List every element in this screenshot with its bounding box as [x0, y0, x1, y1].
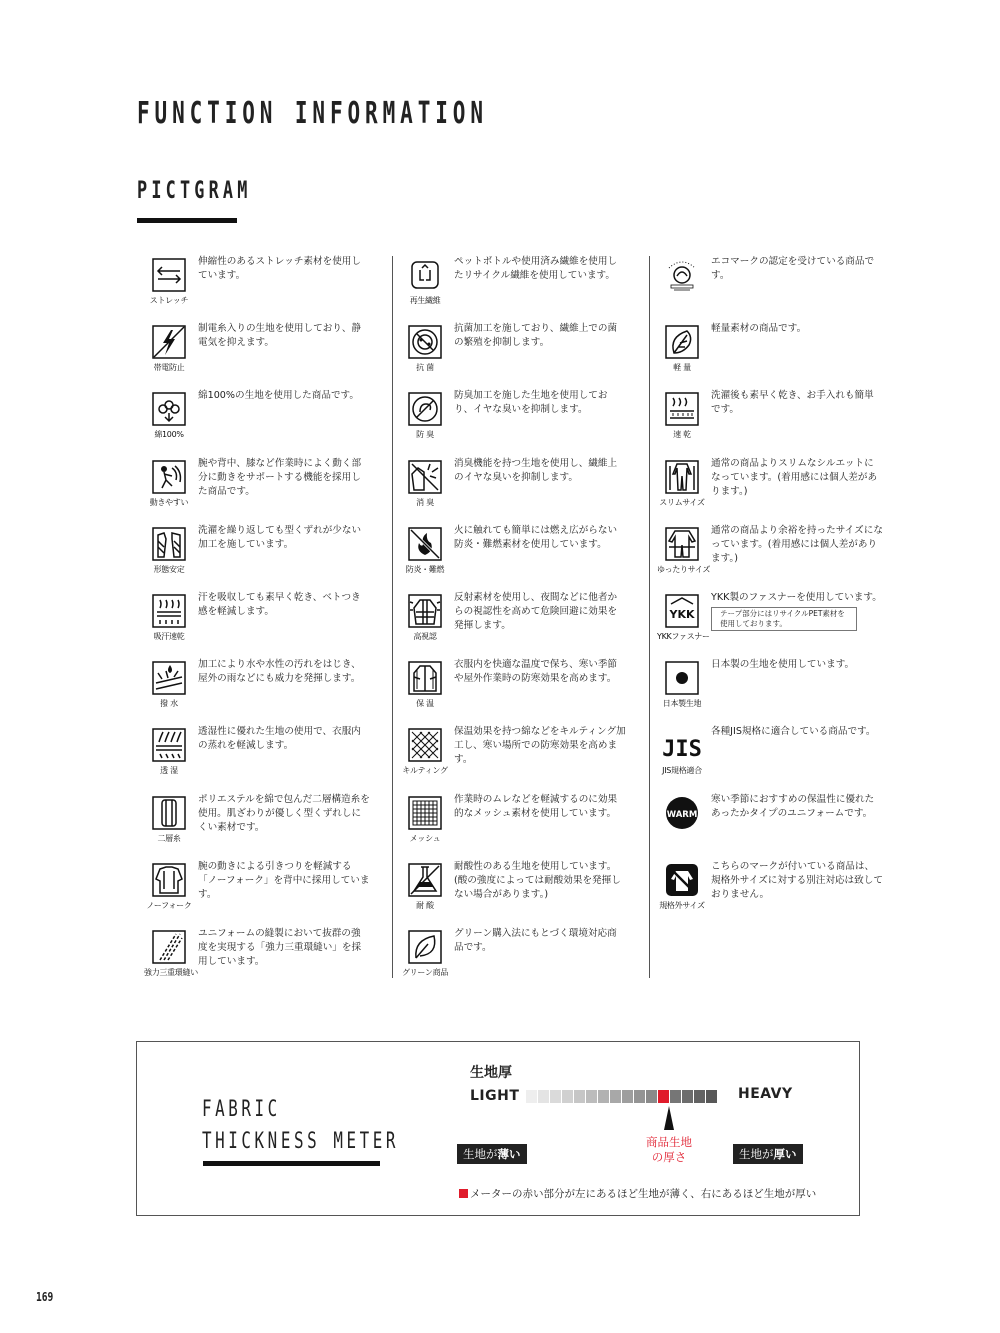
pictogram-label: 二層糸 [157, 833, 181, 843]
pictogram-icon-box [150, 325, 190, 375]
pictogram-description [198, 255, 370, 283]
pictogram-description [454, 322, 626, 350]
pictogram-icon-box [150, 527, 190, 577]
pictogram-icon-box [406, 392, 446, 442]
pictogram-description-text: 洗濯後も素早く乾き、お手入れも簡単です。 [711, 390, 874, 416]
pictogram-item [150, 322, 390, 382]
pictogram-item [406, 860, 646, 920]
pictogram-description [198, 389, 370, 403]
pictogram-label: キルティング [402, 766, 448, 776]
pictogram-item [406, 322, 646, 382]
section-underline [137, 218, 237, 223]
pictogram-item [663, 255, 903, 315]
pictogram-description [454, 658, 626, 686]
scale-segment [694, 1090, 705, 1103]
pictogram-icon-box [406, 527, 446, 577]
pictogram-item [406, 591, 646, 651]
pictogram-description-text: 消臭機能を持つ生地を使用し、繊維上のイヤな臭いを抑制します。 [454, 457, 618, 483]
pictogram-icon-box [663, 258, 703, 308]
pictogram-label: 透 湿 [160, 766, 178, 776]
pictogram-item [150, 524, 390, 584]
pictogram-icon-box [663, 661, 703, 711]
scale-segment [586, 1090, 597, 1103]
pictogram-description [198, 322, 370, 350]
page-number: 169 [36, 1290, 54, 1304]
pictogram-description [454, 591, 626, 633]
pictogram-item [146, 860, 390, 920]
pictogram-icon-box [150, 728, 190, 778]
meter-title-underline [203, 1161, 380, 1166]
pictogram-item [150, 389, 390, 449]
pictogram-description [198, 793, 370, 835]
pictogram-note: テープ部分にはリサイクルPET素材を使用しております。 [711, 607, 857, 631]
pictogram-icon-box [657, 594, 710, 644]
pictogram-item [659, 860, 903, 920]
pictogram-label: 綿100% [154, 430, 184, 440]
svg-text:JIS: JIS [662, 737, 702, 763]
pictogram-item [657, 524, 903, 584]
pictogram-label: 防 臭 [416, 430, 434, 440]
pictogram-icon-box [150, 392, 190, 442]
pictogram-icon-box [150, 258, 190, 308]
pictogram-item [659, 457, 903, 517]
svg-text:YKK: YKK [669, 608, 695, 621]
pictogram-icon-box [659, 863, 705, 913]
pictogram-description-text: YKK製のファスナーを使用しています。 [711, 592, 882, 603]
pictogram-icon-box [150, 796, 190, 846]
pictogram-label: 速 乾 [673, 430, 691, 440]
scale-segment [682, 1090, 693, 1103]
pictogram-label: 耐 酸 [416, 900, 434, 910]
scale-segment [622, 1090, 633, 1103]
scale-segment [550, 1090, 561, 1103]
pictogram-label: ノーフォーク [146, 900, 192, 910]
pictogram-description [454, 255, 626, 283]
pictogram-description [711, 591, 883, 631]
svg-text:WARM: WARM [666, 809, 698, 820]
pictogram-description [454, 389, 626, 417]
pictogram-description-text: 通常の商品より余裕を持ったサイズになっています。(着用感には個人差があります。) [711, 524, 883, 564]
pictogram-description [711, 389, 883, 417]
pictogram-description-text: 保温効果を持つ綿などをキルティング加工し、寒い場所での防寒効果を高めます。 [454, 726, 626, 766]
pictogram-description [711, 322, 883, 336]
pictogram-icon-box [150, 661, 190, 711]
pictogram-label: JIS規格適合 [662, 766, 702, 776]
pictogram-label: 吸汗速乾 [153, 632, 185, 641]
pictogram-item [657, 591, 903, 651]
scale-segment [562, 1090, 573, 1103]
pictogram-description-text: 汗を吸収しても素早く乾き、ベトつき感を軽減します。 [198, 592, 361, 617]
meter-heading: 生地厚 [470, 1065, 512, 1081]
pictogram-icon-box [406, 594, 446, 644]
pictogram-label: 再生繊維 [409, 296, 441, 305]
pictogram-item [402, 725, 646, 785]
scale-segment [610, 1090, 621, 1103]
pictogram-description [711, 255, 883, 283]
pictogram-description-text: 腕や背中、膝など作業時によく動く部分に動きをサポートする機能を採用した商品です。 [198, 457, 362, 497]
pictogram-description [198, 591, 370, 619]
pictogram-label: 消 臭 [416, 497, 434, 507]
pictogram-description-text: 綿100%の生地を使用した商品です。 [198, 390, 359, 402]
pictogram-item [406, 793, 646, 853]
pictogram-description [198, 457, 370, 499]
scale-segment [670, 1090, 681, 1103]
pictogram-description-text: 洗濯を繰り返しても型くずれが少ない加工を施しています。 [198, 524, 362, 550]
red-square-icon [459, 1189, 468, 1198]
thick-label: 生地が厚い [733, 1144, 803, 1164]
pictogram-description-text: 軽量素材の商品です。 [711, 323, 807, 335]
pictogram-label: 日本製生地 [662, 699, 702, 709]
pictogram-icon-box [663, 796, 703, 846]
pictogram-icon-box [663, 325, 703, 375]
pictogram-description-text: 日本製の生地を使用しています。 [711, 659, 855, 671]
pictogram-description-text: 作業時のムレなどを軽減するのに効果的なメッシュ素材を使用しています。 [454, 793, 618, 819]
pictogram-label: 強力三重環縫い [144, 968, 198, 977]
pictogram-description [198, 524, 370, 552]
pictogram-description-text: 制電糸入りの生地を使用しており、静電気を抑えます。 [198, 323, 362, 349]
pictogram-label: グリーン商品 [401, 968, 449, 977]
pictogram-label: YKKファスナー [657, 632, 710, 641]
pictogram-description-text: 加工により水や水性の汚れをはじき、屋外の雨などにも威力を発揮します。 [198, 659, 361, 685]
pictogram-description-text: 透湿性に優れた生地の使用で、衣服内の蒸れを軽減します。 [198, 726, 361, 752]
pictogram-icon-box [406, 661, 446, 711]
section-title: PICTGRAM [137, 176, 252, 204]
pictogram-description-text: 腕の動きによる引きつりを軽減する「ノーフォーク」を背中に採用しています。 [198, 860, 370, 900]
pictogram-label: 軽 量 [673, 363, 691, 373]
pictogram-label: 防炎・難燃 [405, 564, 445, 574]
thin-label: 生地が薄い [457, 1144, 527, 1164]
pictogram-label: スリムサイズ [659, 497, 705, 507]
pictogram-item [663, 725, 903, 785]
pictogram-description [711, 524, 883, 566]
pictogram-label: 形態安定 [153, 564, 185, 574]
pictogram-description [198, 725, 370, 753]
pictogram-icon-box [401, 930, 449, 980]
pictogram-icon-box [150, 460, 190, 510]
pictogram-description-text: 火に触れても簡単には燃え広がらない防炎・難燃素材を使用しています。 [454, 524, 618, 550]
pictogram-item [663, 793, 903, 853]
pictogram-description-text: グリーン購入法にもとづく環境対応商品です。 [454, 928, 617, 953]
pictogram-label: ストレッチ [149, 296, 189, 305]
pictogram-description [454, 524, 626, 552]
pictogram-icon-box [146, 863, 192, 913]
pictogram-label: 保 温 [416, 699, 434, 709]
pictogram-item [401, 927, 646, 987]
page-title: FUNCTION INFORMATION [137, 96, 488, 131]
pictogram-item [150, 457, 390, 517]
pictogram-description [711, 725, 883, 739]
pointer-arrow-icon [664, 1106, 674, 1130]
pictogram-label: 撥 水 [160, 699, 178, 709]
pictogram-description-text: エコマークの認定を受けている商品です。 [711, 256, 875, 281]
pictogram-description-text: 各種JIS規格に適合している商品です。 [711, 726, 876, 738]
scale-segment [646, 1090, 657, 1103]
pictogram-description-text: 防臭加工を施した生地を使用しており、イヤな臭いを抑制します。 [454, 390, 608, 416]
pictogram-item [406, 389, 646, 449]
pictogram-item [150, 793, 390, 853]
pictogram-description [711, 457, 883, 499]
heavy-label: HEAVY [738, 1086, 793, 1102]
pictogram-description-text: 寒い季節におすすめの保温性に優れたあったかタイプのユニフォームです。 [711, 793, 875, 819]
scale-segment [598, 1090, 609, 1103]
pictogram-icon-box [144, 930, 198, 980]
column-divider [392, 256, 393, 978]
pictogram-icon-box [406, 325, 446, 375]
pictogram-item [406, 255, 646, 315]
product-thickness-label: 商品生地 の厚さ [646, 1135, 692, 1164]
light-label: LIGHT [470, 1088, 520, 1104]
pictogram-icon-box [402, 728, 448, 778]
pictogram-label: 規格外サイズ [659, 900, 705, 910]
pictogram-description [454, 725, 626, 767]
pictogram-description-text: ポリエステルを綿で包んだ二層構造糸を使用。肌ざわりが優しく型くずれしにくい素材です。 [198, 793, 370, 833]
pictogram-description-text: 伸縮性のあるストレッチ素材を使用しています。 [198, 256, 361, 281]
pictogram-item [406, 457, 646, 517]
pictogram-label: 動きやすい [149, 497, 189, 507]
pictogram-icon-box [663, 392, 703, 442]
pictogram-description [198, 860, 370, 902]
pictogram-item [406, 658, 646, 718]
pictogram-label: 高視認 [413, 632, 437, 641]
scale-segment [706, 1090, 717, 1103]
scale-segment-selected [658, 1090, 669, 1103]
pictogram-icon-box [406, 460, 446, 510]
pictogram-description [454, 860, 626, 902]
scale-segment [634, 1090, 645, 1103]
column-divider [649, 256, 650, 978]
pictogram-item [150, 255, 390, 315]
meter-note: メーターの赤い部分が左にあるほど生地が薄く、右にあるほど生地が厚い [459, 1186, 816, 1201]
pictogram-icon-box [150, 594, 190, 644]
pictogram-label: 帯電防止 [153, 363, 185, 373]
pictogram-description-text: こちらのマークが付いている商品は、規格外サイズに対する別注対応は致しておりません。 [711, 860, 883, 900]
pictogram-icon-box [406, 863, 446, 913]
pictogram-icon-box [659, 460, 705, 510]
pictogram-description-text: 通常の商品よりスリムなシルエットになっています。(着用感には個人差があります。) [711, 457, 878, 497]
pictogram-description [198, 658, 370, 686]
pictogram-description-text: ペットボトルや使用済み繊維を使用したリサイクル繊維を使用しています。 [454, 256, 618, 281]
pictogram-description [198, 927, 370, 969]
pictogram-item [150, 725, 390, 785]
pictogram-item [150, 658, 390, 718]
pictogram-label: 抗 菌 [416, 363, 434, 373]
pictogram-label: メッシュ [409, 833, 441, 843]
pictogram-description [454, 457, 626, 485]
pictogram-item [406, 524, 646, 584]
pictogram-item [663, 658, 903, 718]
pictogram-description [454, 793, 626, 821]
pictogram-icon-box [663, 728, 703, 778]
pictogram-description-text: 耐酸性のある生地を使用しています。(酸の強度によっては耐酸効果を発揮しない場合があります。) [454, 860, 621, 900]
pictogram-description-text: 衣服内を快適な温度で保ち、寒い季節や屋外作業時の防寒効果を高めます。 [454, 659, 618, 685]
pictogram-description-text: ユニフォームの縫製において抜群の強度を実現する「強力三重環縫い」を採用しています。 [198, 928, 362, 967]
fabric-thickness-meter [136, 1041, 860, 1216]
pictogram-description-text: 反射素材を使用し、夜間などに他者からの視認性を高めて危険回避に効果を発揮します。 [454, 592, 618, 631]
pictogram-description [711, 793, 883, 821]
pictogram-icon-box [406, 258, 446, 308]
scale-segment [538, 1090, 549, 1103]
pictogram-label: ゆったりサイズ [657, 564, 711, 574]
pictogram-description [711, 658, 883, 672]
pictogram-icon-box [406, 796, 446, 846]
pictogram-item [663, 389, 903, 449]
scale-segment [574, 1090, 585, 1103]
pictogram-item [144, 927, 390, 987]
scale-segment [526, 1090, 537, 1103]
pictogram-item [663, 322, 903, 382]
meter-title: FABRIC THICKNESS METER [202, 1097, 400, 1154]
pictogram-description [711, 860, 883, 902]
pictogram-icon-box [657, 527, 711, 577]
pictogram-description-text: 抗菌加工を施しており、繊維上での菌の繁殖を抑制します。 [454, 323, 618, 349]
pictogram-item [150, 591, 390, 651]
pictogram-description [454, 927, 626, 955]
